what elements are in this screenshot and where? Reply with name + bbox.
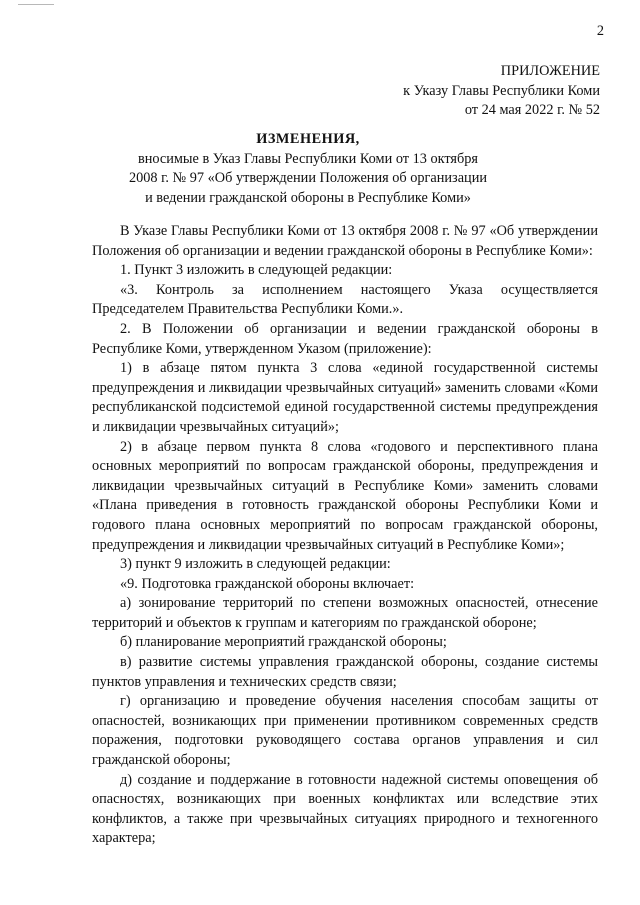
paragraph-point-9-b: б) планирование мероприятий гражданской обороны; xyxy=(120,634,447,651)
paragraph-point-9-a: а) зонирование территорий по степени возможных опасностей, отнесение территорий и объектов к группам и категориям по гражданской обороне; xyxy=(92,595,598,631)
attachment-header xyxy=(403,62,600,121)
attachment-label: ПРИЛОЖЕНИЕ xyxy=(500,63,600,79)
page-number: 2 xyxy=(596,23,604,39)
paragraph-point-9-d: д) создание и поддержание в готовности надежной системы оповещения об опасностях, возникающих при военных конфликтах или вследствие этих конфликтов, а также при чрезвычайных ситуациях природного и техногенного характера; xyxy=(92,771,598,847)
paragraph-point-9-g: г) организацию и проведение обучения населения способам защиты от опасностей, возникающих при применении противником современных средств поражения, подготовки руководящего состава органов управления и сил гражданской обороны; xyxy=(92,693,598,769)
paragraph-subitem-2: 2) в абзаце первом пункта 8 слова «годового и перспективного плана основных мероприятий по вопросам гражданской обороны, предупреждения и ликвидации чрезвычайных ситуаций в Республике Коми» заменить словами «Плана приведения в готовность гражданской обороны Республики Коми и годового плана основных мероприятий по вопросам гражданской обороны, предупреждения и ликвидации чрезвычайных ситуаций в Республике Коми»; xyxy=(92,438,598,553)
paragraph-subitem-3: 3) пункт 9 изложить в следующей редакции: xyxy=(120,556,391,573)
paragraph-intro: В Указе Главы Республики Коми от 13 октября 2008 г. № 97 «Об утверждении Положения об организации и ведении гражданской обороны в Республике Коми»: xyxy=(92,223,598,259)
attachment-to: к Указу Главы Республики Коми xyxy=(403,82,600,99)
document-body xyxy=(92,222,598,849)
paragraph-item-2: 2. В Положении об организации и ведении гражданской обороны в Республике Коми, утвержденном Указом (приложение): xyxy=(92,320,598,357)
paragraph-subitem-1: 1) в абзаце пятом пункта 3 слова «единой государственной системы предупреждения и ликвидации чрезвычайных ситуаций» заменить словами «Коми республиканской подсистемой единой государственной системы предупреждения и ликвидации чрезвычайных ситуаций»; xyxy=(92,360,598,435)
heading-title: ИЗМЕНЕНИЯ, xyxy=(256,131,360,147)
document-heading xyxy=(90,130,526,208)
heading-line-1: вносимые в Указ Главы Республики Коми от 13 октября xyxy=(137,150,479,167)
paragraph-item-1: 1. Пункт 3 изложить в следующей редакции: xyxy=(120,262,393,279)
heading-line-2: 2008 г. № 97 «Об утверждении Положения об организации xyxy=(128,170,487,187)
paragraph-item-1-text: «3. Контроль за исполнением настоящего Указа осуществляется Председателем Правительства Республики Коми.». xyxy=(92,281,598,318)
scan-artifact xyxy=(18,4,54,5)
attachment-date: от 24 мая 2022 г. № 52 xyxy=(464,102,600,119)
paragraph-point-9-v: в) развитие системы управления гражданской обороны, создание системы пунктов управления и технических средств связи; xyxy=(92,654,598,690)
heading-line-3: и ведении гражданской обороны в Республике Коми» xyxy=(145,189,471,206)
paragraph-point-9: «9. Подготовка гражданской обороны включает: xyxy=(120,575,415,592)
